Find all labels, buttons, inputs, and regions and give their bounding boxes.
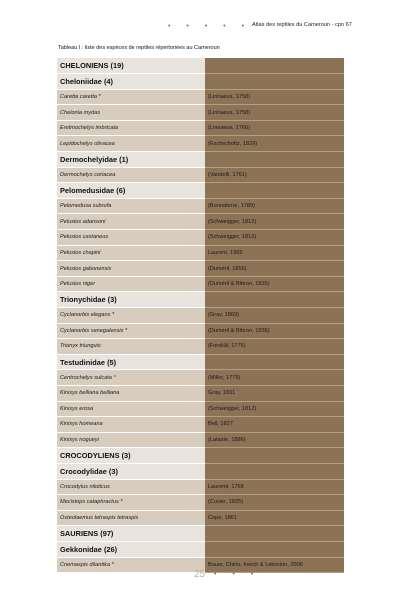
- taxon-group-row: [57, 354, 344, 370]
- species-row: [57, 510, 344, 526]
- species-row: [57, 214, 344, 230]
- taxon-group-name: Trionychidae (3): [57, 292, 205, 308]
- taxon-group-name: Pelomedusidae (6): [57, 183, 205, 199]
- species-name: Pelusios chapini: [57, 245, 205, 261]
- species-authority: Laurenti, 1768: [205, 479, 344, 495]
- taxon-group-name: SAURIENS (97): [57, 526, 205, 542]
- species-name: Pelusios adansoni: [57, 214, 205, 230]
- species-row: [57, 495, 344, 511]
- species-name: Kinixys erosa: [57, 401, 205, 417]
- species-authority: (Eschscholtz, 1829): [205, 136, 344, 152]
- species-row: [57, 245, 344, 261]
- species-authority: (Linnaeus, 1758): [205, 89, 344, 105]
- taxon-group-row: [57, 463, 344, 479]
- species-row: [57, 105, 344, 121]
- species-authority: (Duméril & Bibron, 1835): [205, 323, 344, 339]
- taxon-group-row: [57, 74, 344, 90]
- species-name: Kinixys belliana belliana: [57, 385, 205, 401]
- species-name: Pelusios castaneus: [57, 230, 205, 246]
- taxon-group-row: [57, 152, 344, 168]
- species-authority: [205, 526, 344, 542]
- species-name: Cnemaspis dilantika *: [57, 557, 205, 573]
- species-name: Pelomedusa subrufa: [57, 198, 205, 214]
- species-authority: (Miller, 1779): [205, 370, 344, 386]
- species-row: [57, 385, 344, 401]
- species-row: [57, 479, 344, 495]
- taxon-group-name: Dermochelyidae (1): [57, 152, 205, 168]
- species-name: Mecistops cataphractus *: [57, 495, 205, 511]
- species-authority: [205, 292, 344, 308]
- species-row: [57, 120, 344, 136]
- species-authority: [205, 58, 344, 74]
- page-number: 25: [194, 569, 206, 580]
- table-caption: Tableau I : liste des espèces de reptiles répertoriées au Cameroun: [58, 45, 220, 51]
- species-authority: (Linnaeus, 1758): [205, 105, 344, 121]
- taxon-group-name: Crocodylidae (3): [57, 463, 205, 479]
- header-dots: • • • • •: [168, 23, 252, 30]
- species-row: [57, 167, 344, 183]
- taxon-group-row: [57, 58, 344, 74]
- species-name: Trionyx triunguis: [57, 339, 205, 355]
- species-authority: (Schweigger, 1812): [205, 401, 344, 417]
- running-header-title: Atlas des reptiles du Cameroun - cpn 67: [252, 22, 352, 28]
- species-authority: [205, 354, 344, 370]
- species-row: [57, 230, 344, 246]
- taxon-group-name: CROCODYLIENS (3): [57, 448, 205, 464]
- species-authority: [205, 183, 344, 199]
- species-name: Pelusios niger: [57, 276, 205, 292]
- species-table-body: [57, 58, 344, 573]
- species-authority: [205, 541, 344, 557]
- species-name: Lepidochelys olivacea: [57, 136, 205, 152]
- taxon-group-name: Testudinidae (5): [57, 354, 205, 370]
- species-authority: Gray, 1831: [205, 385, 344, 401]
- species-authority: [205, 152, 344, 168]
- species-name: Cyclanorbis elegans *: [57, 308, 205, 324]
- species-authority: (Duméril, 1856): [205, 261, 344, 277]
- species-row: [57, 198, 344, 214]
- species-row: [57, 401, 344, 417]
- species-table: [57, 58, 344, 573]
- species-name: Crocodylus niloticus: [57, 479, 205, 495]
- species-authority: Laurent, 1965: [205, 245, 344, 261]
- taxon-group-name: Gekkonidae (26): [57, 541, 205, 557]
- species-row: [57, 308, 344, 324]
- species-row: [57, 276, 344, 292]
- species-name: Cyclanorbis senegalensis *: [57, 323, 205, 339]
- species-authority: (Vandelli, 1761): [205, 167, 344, 183]
- taxon-group-row: [57, 448, 344, 464]
- species-row: [57, 136, 344, 152]
- species-authority: (Cuvier, 1825): [205, 495, 344, 511]
- species-name: Osteolaemus tetraspis tetraspis: [57, 510, 205, 526]
- species-row: [57, 432, 344, 448]
- species-name: Kinixys homeana: [57, 417, 205, 433]
- species-row: [57, 261, 344, 277]
- species-authority: (Schweigger, 1812): [205, 230, 344, 246]
- species-authority: [205, 448, 344, 464]
- species-authority: (Lataste, 1886): [205, 432, 344, 448]
- taxon-group-row: [57, 526, 344, 542]
- taxon-group-name: Cheloniidae (4): [57, 74, 205, 90]
- species-authority: (Bonnaterre, 1789): [205, 198, 344, 214]
- species-name: Caretta caretta *: [57, 89, 205, 105]
- species-name: Chelonia mydas: [57, 105, 205, 121]
- species-authority: (Forskål, 1775): [205, 339, 344, 355]
- species-row: [57, 339, 344, 355]
- species-authority: (Schweigger, 1812): [205, 214, 344, 230]
- species-name: Centrochelys sulcata °: [57, 370, 205, 386]
- species-name: Eretmochelys imbricata: [57, 120, 205, 136]
- species-row: [57, 323, 344, 339]
- taxon-group-name: CHELONIENS (19): [57, 58, 205, 74]
- footer-dots: • • •: [214, 571, 261, 578]
- species-authority: [205, 463, 344, 479]
- taxon-group-row: [57, 183, 344, 199]
- species-row: [57, 370, 344, 386]
- species-authority: Cope, 1861: [205, 510, 344, 526]
- species-authority: [205, 74, 344, 90]
- species-authority: Bauer, Chirio, Ineich & Lebreton, 2006: [205, 557, 344, 573]
- taxon-group-row: [57, 541, 344, 557]
- species-row: [57, 89, 344, 105]
- taxon-group-row: [57, 292, 344, 308]
- species-authority: (Duméril & Bibron, 1835): [205, 276, 344, 292]
- species-authority: Bell, 1827: [205, 417, 344, 433]
- species-name: Pelusios gabonensis: [57, 261, 205, 277]
- species-authority: (Linnaeus, 1766): [205, 120, 344, 136]
- species-name: Kinixys nogueyi: [57, 432, 205, 448]
- species-authority: (Gray, 1869): [205, 308, 344, 324]
- species-name: Dermochelys coriacea: [57, 167, 205, 183]
- species-row: [57, 417, 344, 433]
